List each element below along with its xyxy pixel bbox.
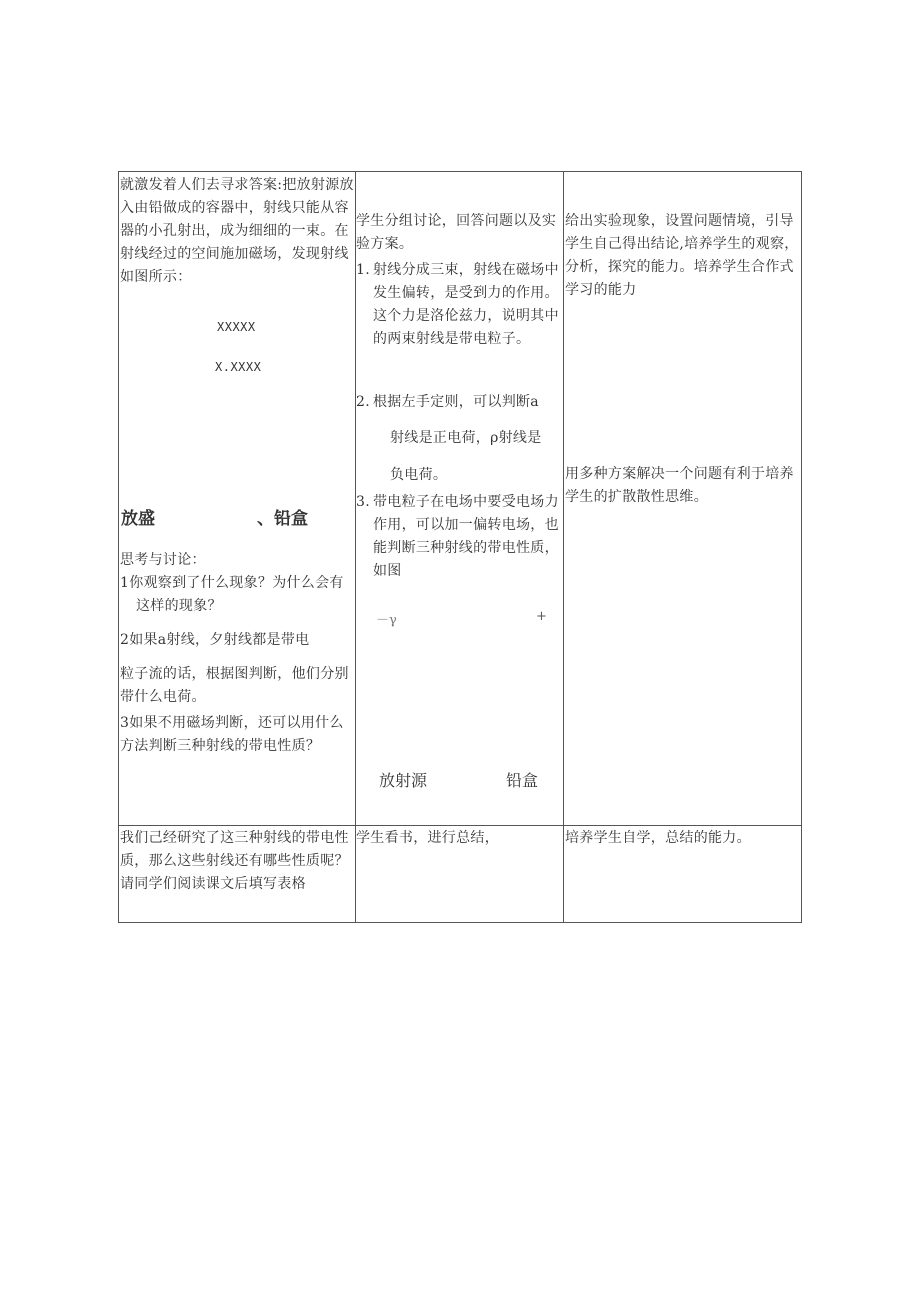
teacher-activity-cell bbox=[119, 172, 356, 826]
answer-2-line-1: 根据左手定则，可以判断a bbox=[373, 394, 539, 410]
question-2-part-1: 2如果a射线，夕射线都是带电 bbox=[120, 632, 310, 648]
design-intent-cell bbox=[564, 172, 802, 826]
lesson-plan-table bbox=[118, 171, 802, 923]
discussion-title: 思考与讨论： bbox=[120, 552, 206, 568]
answer-1-text: 射线分成三束，射线在磁场中发生偏转，是受到力的作用。这个力是洛伦兹力，说明其中的两束射线是带电粒子。 bbox=[373, 262, 559, 347]
answer-2-number: 2. bbox=[356, 394, 370, 410]
question-1: 1你观察到了什么现象？为什么会有这样的现象？ bbox=[120, 575, 344, 614]
intent-paragraph-1: 给出实验现象，设置问题情境，引导学生自己得出结论,培养学生的观察，分析，探究的能力。培养学生合作式学习的能力 bbox=[565, 213, 799, 298]
table-row bbox=[119, 172, 802, 826]
student-activity-cell bbox=[356, 826, 564, 923]
teacher-intro-text: 就激发着人们去寻求答案:把放射源放入由铅做成的容器中，射线只能从容器的小孔射出，成为细细的一束。在射线经过的空间施加磁场，发现射线如图所示： bbox=[120, 177, 354, 285]
diagram-label-lead-box: 、铅盒 bbox=[257, 509, 308, 529]
student-activity-cell bbox=[356, 172, 564, 826]
teacher-activity-cell bbox=[119, 826, 356, 923]
answer-3-number: 3. bbox=[356, 494, 370, 510]
intent-paragraph-2: 用多种方案解决一个问题有利于培养学生的扩散散性思维。 bbox=[565, 466, 794, 505]
electric-field-minus-label: －γ bbox=[376, 613, 397, 628]
intent-summary-text: 培养学生自学，总结的能力。 bbox=[565, 830, 751, 846]
answer-2-line-2: 射线是正电荷，ρ射线是 bbox=[390, 430, 542, 446]
answer-3-text: 带电粒子在电场中要受电场力作用，可以加一偏转电场，也能判断三种射线的带电性质，如图 bbox=[373, 494, 559, 579]
table-row bbox=[119, 826, 802, 923]
question-3: 3如果不用磁场判断，还可以用什么方法判断三种射线的带电性质？ bbox=[120, 715, 344, 754]
electric-field-plus-label: + bbox=[536, 609, 547, 624]
student-summary-text: 学生看书，进行总结， bbox=[356, 830, 499, 846]
answer-2-line-3: 负电荷。 bbox=[390, 467, 448, 483]
magnetic-field-row-2: X.XXXX bbox=[215, 360, 262, 374]
magnetic-field-row-1: XXXXX bbox=[217, 320, 256, 334]
teacher-summary-text: 我们己经研究了这三种射线的带电性质，那么这些射线还有哪些性质呢？请同学们阅读课文后填写表格 bbox=[120, 830, 349, 892]
question-2-part-2: 粒子流的话，根据图判断，他们分别带什么电荷。 bbox=[120, 666, 349, 705]
figure-label-source: 放射源 bbox=[379, 771, 428, 790]
design-intent-cell bbox=[564, 826, 802, 923]
figure-label-lead-box: 铅盒 bbox=[506, 771, 539, 790]
student-intro-text: 学生分组讨论，回答问题以及实验方案。 bbox=[356, 213, 557, 252]
diagram-label-source: 放盛 bbox=[121, 509, 155, 529]
answer-1-number: 1. bbox=[356, 262, 370, 278]
